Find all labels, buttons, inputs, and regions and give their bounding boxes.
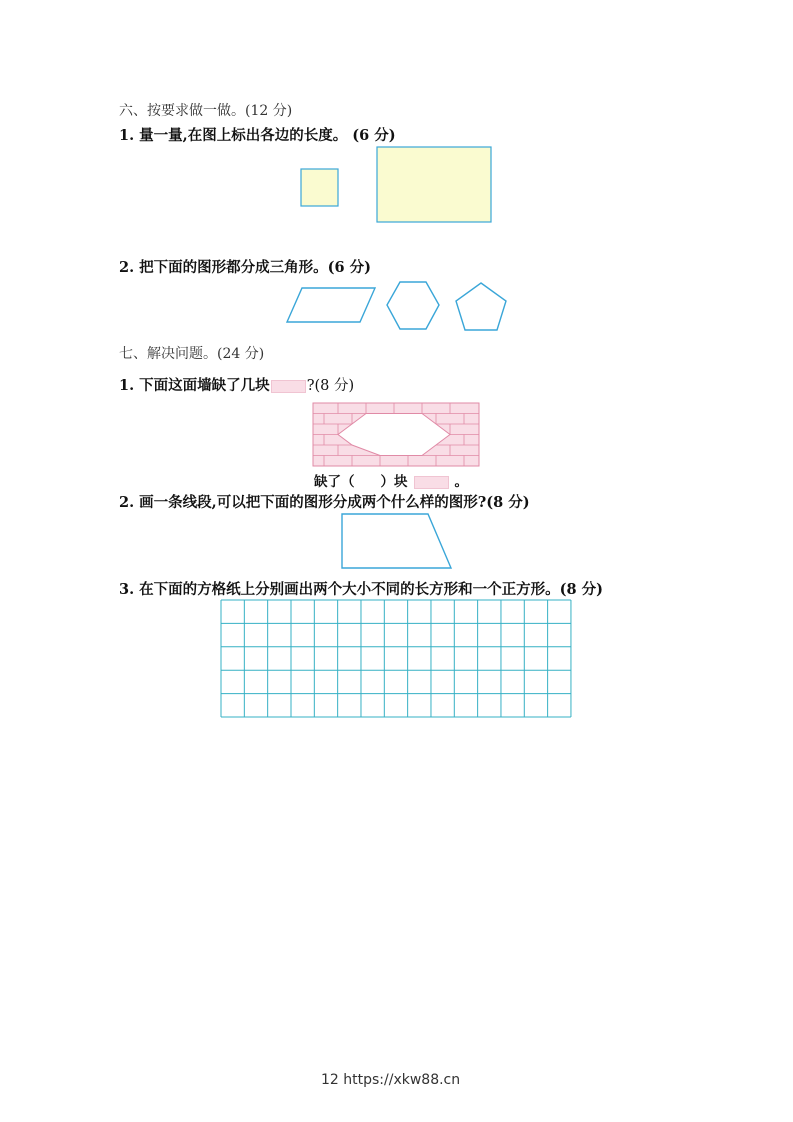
answer-unit: ）块 [380,474,408,490]
answer-missing-label: 缺了（ [314,474,355,490]
page-footer: 12 https://xkw88.cn [321,1072,461,1088]
question-7-3: 3. 在下面的方格纸上分别画出两个大小不同的长方形和一个正方形。(8 分) [119,581,604,598]
section-seven-title: 七、解决问题。(24 分) [119,346,265,362]
section-six-title: 六、按要求做一做。(12 分) [119,103,293,119]
question-6-2: 2. 把下面的图形都分成三角形。(6 分) [119,259,372,276]
answer-period: 。 [454,474,468,490]
question-7-1-prefix: 1. 下面这面墙缺了几块 [119,377,270,394]
question-6-1: 1. 量一量,在图上标出各边的长度。 (6 分) [119,127,396,144]
question-7-2: 2. 画一条线段,可以把下面的图形分成两个什么样的图形?(8 分) [119,494,530,511]
question-7-1-suffix: ?(8 分) [306,378,355,394]
